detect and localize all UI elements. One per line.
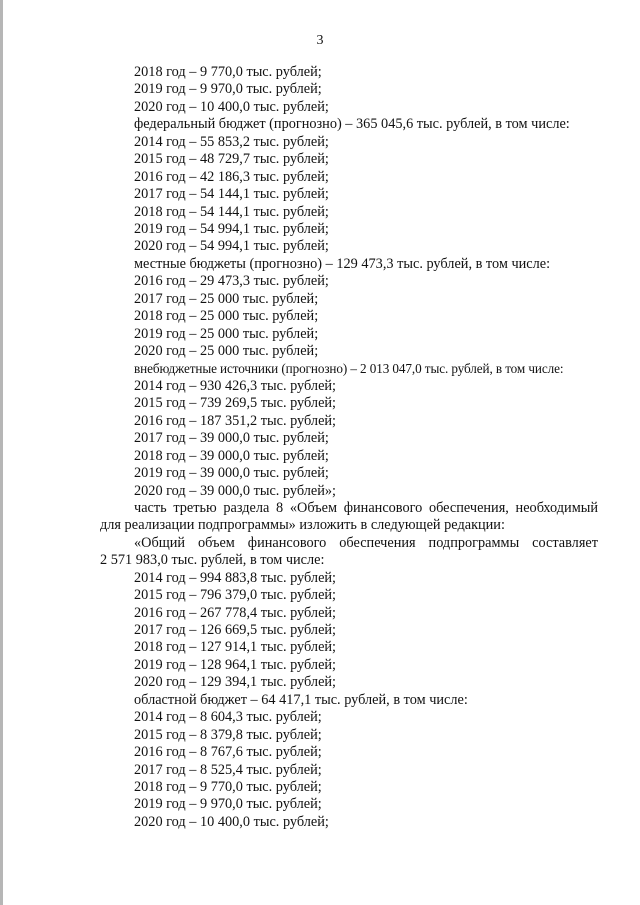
paragraph-line: 2 571 983,0 тыс. рублей, в том числе: [100,552,325,569]
text-line: 2020 год – 39 000,0 тыс. рублей»; [134,482,337,499]
text-line: 2019 год – 9 970,0 тыс. рублей; [134,796,322,813]
text-line: 2014 год – 994 883,8 тыс. рублей; [134,569,337,586]
text-line: 2020 год – 10 400,0 тыс. рублей; [134,98,329,115]
text-line: 2019 год – 9 970,0 тыс. рублей; [134,81,322,98]
text-line: 2020 год – 54 994,1 тыс. рублей; [134,238,329,255]
text-line: 2020 год – 129 394,1 тыс. рублей; [134,674,337,691]
text-line: 2018 год – 54 144,1 тыс. рублей; [134,203,329,220]
paragraph-line: «Общий объем финансового обеспечения подпрограммы составляет [134,534,598,551]
paragraph-line: для реализации подпрограммы» изложить в следующей редакции: [100,517,505,534]
text-line: 2017 год – 8 525,4 тыс. рублей; [134,761,322,778]
text-line: 2019 год – 25 000 тыс. рублей; [134,325,319,342]
scan-edge [0,0,3,905]
text-line: 2017 год – 25 000 тыс. рублей; [134,290,319,307]
text-line: 2014 год – 55 853,2 тыс. рублей; [134,133,329,150]
text-line: 2019 год – 54 994,1 тыс. рублей; [134,220,329,237]
text-line: 2018 год – 9 770,0 тыс. рублей; [134,778,322,795]
text-line: 2014 год – 930 426,3 тыс. рублей; [134,377,337,394]
text-line: 2016 год – 187 351,2 тыс. рублей; [134,412,337,429]
text-line: 2017 год – 126 669,5 тыс. рублей; [134,622,337,638]
text-line: 2018 год – 9 770,0 тыс. рублей; [134,64,322,80]
body-text [100,64,598,831]
text-line: 2018 год – 39 000,0 тыс. рублей; [134,447,329,464]
text-line: 2019 год – 39 000,0 тыс. рублей; [134,465,329,482]
text-line: 2017 год – 39 000,0 тыс. рублей; [134,430,329,447]
text-line: 2017 год – 54 144,1 тыс. рублей; [134,186,329,203]
text-line: внебюджетные источники (прогнозно) – 2 013 047,0 тыс. рублей, в том числе: [134,361,564,377]
text-line: местные бюджеты (прогнозно) – 129 473,3 тыс. рублей, в том числе: [134,255,551,272]
text-line: 2016 год – 29 473,3 тыс. рублей; [134,273,329,290]
text-line: 2019 год – 128 964,1 тыс. рублей; [134,656,337,673]
page-number: 3 [316,33,324,48]
text-line: федеральный бюджет (прогнозно) – 365 045,6 тыс. рублей, в том числе: [134,116,570,133]
text-line: 2015 год – 739 269,5 тыс. рублей; [134,395,337,412]
text-line: 2020 год – 25 000 тыс. рублей; [134,343,319,359]
text-line: областной бюджет – 64 417,1 тыс. рублей, в том числе: [134,691,468,708]
paragraph-line: часть третью раздела 8 «Объем финансового обеспечения, необходимый [134,499,598,516]
text-line: 2018 год – 25 000 тыс. рублей; [134,308,319,325]
text-line: 2015 год – 796 379,0 тыс. рублей; [134,587,337,604]
text-line: 2014 год – 8 604,3 тыс. рублей; [134,709,322,726]
text-line: 2020 год – 10 400,0 тыс. рублей; [134,813,329,830]
text-line: 2018 год – 127 914,1 тыс. рублей; [134,639,337,656]
text-line: 2015 год – 8 379,8 тыс. рублей; [134,726,322,743]
text-line: 2016 год – 267 778,4 тыс. рублей; [134,604,337,621]
text-line: 2015 год – 48 729,7 тыс. рублей; [134,151,329,168]
text-line: 2016 год – 8 767,6 тыс. рублей; [134,744,322,761]
text-line: 2016 год – 42 186,3 тыс. рублей; [134,168,329,185]
